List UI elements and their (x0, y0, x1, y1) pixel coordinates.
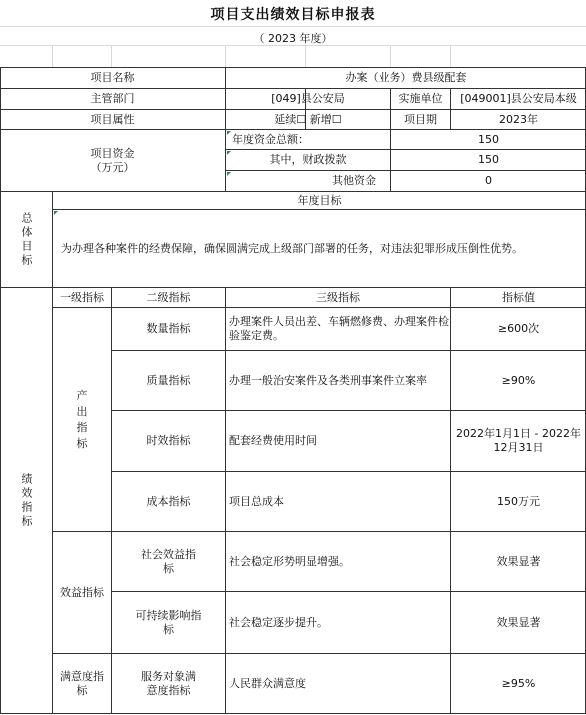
project-name-label: 项目名称 (90, 71, 135, 84)
row3-second: 时效指标 (146, 434, 191, 447)
row2-third: 办理一般治安案件及各类刑事案件立案率 (229, 373, 427, 387)
page-title: 项目支出绩效目标申报表 (210, 7, 376, 23)
dept-value: [049]县公安局 (271, 92, 345, 105)
annual-total-value: 150 (478, 132, 499, 146)
unit-value: [049001]县公安局本级 (460, 92, 577, 105)
cell-marker (227, 131, 231, 135)
row3-value: 2022年1月1日 - 2022年12月31日 (456, 427, 581, 454)
year-line: （ 2023 年度） (253, 32, 333, 45)
header-level3: 三级指标 (316, 290, 360, 304)
row2-second: 质量指标 (146, 373, 191, 387)
project-name-value: 办案（业务）费县级配套 (345, 71, 467, 84)
period-label: 项目期 (404, 112, 437, 126)
annual-goal-label: 年度目标 (297, 193, 342, 207)
period-value: 2023年 (499, 112, 538, 126)
row6-third: 社会稳定逐步提升。 (229, 615, 328, 629)
row6-second: 可持续影响指标 (135, 608, 202, 636)
row4-second: 成本指标 (146, 494, 191, 508)
group-benefit: 效益指标 (60, 585, 104, 599)
row7-value: ≥95% (501, 677, 536, 690)
row1-second: 数量指标 (146, 322, 191, 335)
row5-third: 社会稳定形势明显增强。 (229, 554, 350, 568)
header-value: 指标值 (502, 290, 535, 304)
unit-label: 实施单位 (398, 92, 443, 105)
funds-label: 项目资金 （万元） (90, 146, 135, 174)
fiscal-value: 150 (478, 153, 499, 166)
annual-goal-text: 为办理各种案件的经费保障，确保圆满完成上级部门部署的任务，对违法犯罪形成压倒性优势。 (61, 241, 523, 255)
attr-label: 项目属性 (90, 112, 135, 126)
other-label: 其他资金 (332, 174, 376, 187)
other-value: 0 (485, 174, 492, 187)
header-level1: 一级指标 (60, 290, 104, 304)
fiscal-label: 其中，财政拨款 (269, 153, 347, 166)
cell-marker (54, 211, 58, 215)
row3-third: 配套经费使用时间 (229, 434, 317, 447)
row1-third: 办理案件人员出差、车辆燃修费、办理案件检验鉴定费。 (229, 315, 449, 342)
group-output-label: 产出指标 (76, 388, 88, 450)
row5-value: 效果显著 (496, 554, 541, 568)
performance-label: 绩效指标 (20, 473, 33, 529)
annual-total-label: 年度资金总额： (232, 132, 309, 146)
cell-marker (227, 151, 231, 155)
dept-label: 主管部门 (90, 92, 135, 105)
overall-goal-label: 总体目标 (20, 211, 33, 268)
row2-value: ≥90% (501, 373, 536, 387)
row5-second: 社会效益指标 (141, 547, 196, 575)
row4-third: 项目总成本 (229, 494, 284, 508)
cell-marker (227, 172, 231, 176)
header-level2: 二级指标 (146, 290, 191, 304)
row1-value: ≥600次 (497, 322, 540, 335)
row6-value: 效果显著 (496, 615, 541, 629)
row4-value: 150万元 (497, 494, 540, 508)
row7-third: 人民群众满意度 (229, 677, 306, 690)
group-satisfaction: 满意度指标 (60, 670, 104, 697)
row7-second: 服务对象满意度指标 (141, 670, 196, 697)
attr-value[interactable]: 延续☐ 新增☐ (274, 112, 342, 126)
group-output (53, 308, 111, 531)
